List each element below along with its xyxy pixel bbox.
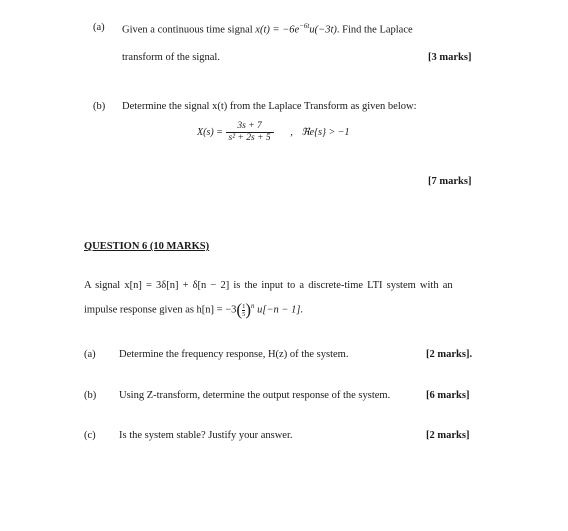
part-b-label: (b) [93, 101, 106, 112]
laplace-fraction [226, 121, 274, 144]
laplace-equation [197, 121, 349, 144]
q6-item-b-label: (b) [84, 390, 97, 401]
intro-line2-post: u[−n − 1]. [257, 304, 304, 316]
q6-item-b-text: Using Z-transform, determine the output response of the system. [119, 390, 391, 401]
part-a-signal: x(t) = −6e [255, 24, 300, 36]
impulse-frac-num: 1 [242, 302, 246, 310]
part-b-marks: [7 marks] [428, 176, 472, 187]
part-a-exponent: −6t [299, 22, 310, 30]
part-a-signal-tail: u(−3t) [309, 24, 337, 36]
left-paren: ( [236, 300, 243, 320]
part-a-line1 [122, 22, 413, 36]
part-a-label: (a) [93, 22, 105, 33]
q6-item-c-text: Is the system stable? Justify your answer. [119, 430, 293, 441]
q6-item-b-marks: [6 marks] [426, 390, 470, 401]
question-6-intro-line1: A signal x[n] = 3δ[n] + δ[n − 2] is the input to a discrete-time LTI system with an [84, 280, 453, 291]
question-6-intro-line2 [84, 302, 303, 318]
q6-item-c-marks: [2 marks] [426, 430, 470, 441]
part-a-marks: [3 marks] [428, 52, 472, 63]
q6-item-a-marks: [2 marks]. [426, 349, 473, 360]
part-b-text: Determine the signal x(t) from the Laplace Transform as given below: [122, 101, 417, 112]
q6-item-a-label: (a) [84, 349, 96, 360]
fraction-denominator: s² + 2s + 5 [228, 133, 271, 143]
q6-item-a-text: Determine the frequency response, H(z) of the system. [119, 349, 349, 360]
region-of-convergence: ℜe{s} > −1 [301, 127, 350, 138]
part-a-line1-pre: Given a continuous time signal [122, 24, 256, 36]
q6-item-c-label: (c) [84, 430, 96, 441]
right-paren: ) [245, 300, 251, 320]
part-a-line2: transform of the signal. [122, 52, 220, 63]
fraction-numerator: 3s + 7 [226, 121, 274, 133]
impulse-exponent: n [251, 302, 255, 310]
equation-lhs: X(s) = [197, 127, 223, 138]
part-a-line1-post: . Find the Laplace [336, 24, 413, 36]
equation-separator: , [290, 127, 293, 138]
question-6-heading: QUESTION 6 (10 MARKS) [84, 241, 210, 252]
impulse-frac-den: 5 [242, 310, 246, 318]
intro-line2-pre: impulse response given as h[n] = −3 [84, 304, 237, 316]
